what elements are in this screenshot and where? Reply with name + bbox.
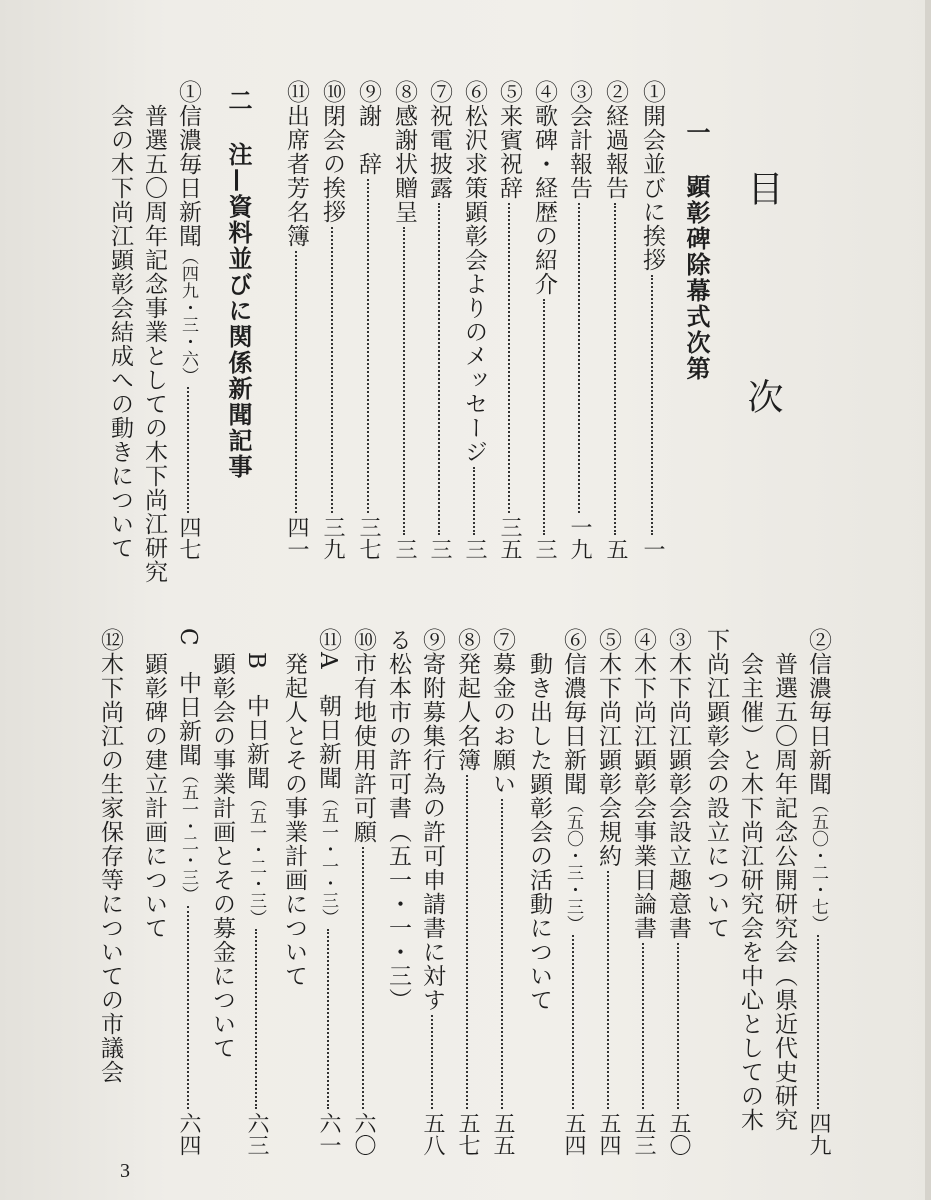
- section-heading-1: [684, 120, 708, 382]
- toc-item-label: ⑫木下尚江の生家保存等についての市議会: [97, 628, 123, 1084]
- leader-dots: [187, 387, 189, 513]
- leader-dots: [466, 775, 468, 1109]
- toc-row[interactable]: [176, 628, 200, 1156]
- toc-item-label: ①信濃毎日新聞（四九・三・六）: [175, 80, 201, 384]
- toc-page-number: 三: [462, 538, 487, 560]
- leader-dots: [642, 943, 644, 1109]
- leader-dots: [362, 847, 364, 1109]
- toc-page-number: 六一: [316, 1112, 341, 1156]
- toc-item-continuation: 会主催）と木下尚江研究会を中心としての木: [737, 652, 763, 1132]
- leader-dots: [578, 203, 580, 513]
- toc-item-label: ⑪出席者芳名簿: [283, 80, 309, 248]
- toc-row[interactable]: [320, 80, 344, 560]
- toc-row[interactable]: [284, 80, 308, 560]
- leader-dots: [677, 943, 679, 1109]
- page-title: 目 次: [742, 170, 783, 482]
- leader-dots: [331, 227, 333, 513]
- toc-page-number: 三: [427, 538, 452, 560]
- toc-item-continuation: 顕彰会の事業計画とその募金について: [209, 652, 235, 1060]
- toc-item-label: ⑤来賓祝辞: [496, 80, 522, 200]
- toc-page-number: 五八: [420, 1112, 445, 1156]
- toc-item-date: （五〇・二・七）: [808, 796, 828, 932]
- leader-dots: [817, 935, 819, 1109]
- section-number: 一: [682, 120, 710, 146]
- toc-item-label: B 中日新聞（五一・二・三）: [243, 652, 269, 926]
- toc-page-number: 五四: [561, 1112, 586, 1156]
- leader-dots: [614, 203, 616, 535]
- toc-row[interactable]: [532, 80, 556, 560]
- toc-item-label: ⑩市有地使用許可願: [350, 628, 376, 844]
- toc-item-continuation: 顕彰碑の建立計画について: [141, 652, 167, 940]
- toc-item-label: ⑦祝電披露: [426, 80, 452, 200]
- toc-row[interactable]: [356, 80, 380, 560]
- toc-row[interactable]: [490, 628, 514, 1156]
- section-heading-2: [226, 88, 250, 480]
- toc-item-date: （五一・二・三）: [246, 789, 266, 926]
- toc-item-continuation: 普選五〇周年記念公開研究会（県近代史研究: [771, 652, 797, 1132]
- toc-row[interactable]: [561, 628, 585, 1156]
- toc-item-label: ④歌碑・経歴の紹介: [531, 80, 557, 296]
- toc-item-label: ⑪A 朝日新聞（五一・一・三）: [315, 628, 341, 926]
- toc-row[interactable]: [666, 628, 690, 1156]
- toc-item-label: ④木下尚江顕彰会事業目論書: [630, 628, 656, 940]
- leader-dots: [403, 227, 405, 535]
- leader-dots: [607, 871, 609, 1109]
- toc-row[interactable]: [455, 628, 479, 1156]
- toc-page-number: 三: [392, 538, 417, 560]
- leader-dots: [572, 935, 574, 1109]
- toc-item-continuation: 下尚江顕彰会の設立について: [703, 628, 729, 940]
- toc-item-continuation: 発起人とその事業計画について: [281, 652, 307, 988]
- toc-item-continuation: 会の木下尚江顕彰会結成への動きについて: [107, 104, 133, 560]
- toc-page-number: 五七: [455, 1112, 480, 1156]
- toc-row-note-1[interactable]: [176, 80, 200, 560]
- toc-item-label: ②経過報告: [602, 80, 628, 200]
- leader-dots: [187, 906, 189, 1109]
- page-edge: [925, 0, 931, 1200]
- toc-page-number: 六三: [244, 1112, 269, 1156]
- toc-page-number: 一: [640, 538, 665, 560]
- page-number: 3: [120, 1160, 130, 1182]
- toc-page-number: 四七: [176, 516, 201, 560]
- toc-item-label: ①開会並びに挨拶: [639, 80, 665, 272]
- leader-dots: [255, 929, 257, 1109]
- toc-row[interactable]: [497, 80, 521, 560]
- section-title: 注—資料並びに関係新聞記事: [224, 142, 252, 480]
- leader-dots: [295, 251, 297, 513]
- toc-page-number: 四一: [284, 516, 309, 560]
- toc-page-number: 三: [532, 538, 557, 560]
- toc-page-number: 五四: [596, 1112, 621, 1156]
- leader-dots: [473, 467, 475, 535]
- toc-row[interactable]: [640, 80, 664, 560]
- toc-item-date: （五〇・三・三）: [563, 796, 583, 932]
- toc-page-number: 三七: [356, 516, 381, 560]
- toc-item-label: ⑩閉会の挨拶: [319, 80, 345, 224]
- toc-page-number: 六四: [176, 1112, 201, 1156]
- toc-row[interactable]: [596, 628, 620, 1156]
- toc-page-number: 五三: [631, 1112, 656, 1156]
- leader-dots: [327, 929, 329, 1109]
- section-number: 二: [224, 88, 252, 114]
- toc-row[interactable]: [603, 80, 627, 560]
- toc-row[interactable]: [316, 628, 340, 1156]
- toc-row[interactable]: [806, 628, 830, 1156]
- leader-dots: [501, 799, 503, 1109]
- section-title: 顕彰碑除幕式次第: [682, 174, 710, 382]
- toc-item-date: （五一・一・三）: [318, 789, 338, 926]
- toc-row[interactable]: [392, 80, 416, 560]
- toc-row[interactable]: [631, 628, 655, 1156]
- toc-row[interactable]: [427, 80, 451, 560]
- toc-item-label: ⑨謝 辞: [355, 80, 381, 176]
- toc-page-number: 一九: [567, 516, 592, 560]
- toc-page-number: 三九: [320, 516, 345, 560]
- toc-item-label: ⑥信濃毎日新聞（五〇・三・三）: [560, 628, 586, 932]
- toc-row[interactable]: [567, 80, 591, 560]
- leader-dots: [651, 275, 653, 535]
- toc-item-label: ⑤木下尚江顕彰会規約: [595, 628, 621, 868]
- toc-item-label: ⑧発起人名簿: [454, 628, 480, 772]
- toc-page-number: 三五: [497, 516, 522, 560]
- toc-row[interactable]: [244, 652, 268, 1156]
- toc-item-label: C 中日新聞（五一・二・三）: [175, 628, 201, 903]
- toc-item-label: ⑦募金のお願い: [489, 628, 515, 796]
- toc-item-label: ②信濃毎日新聞（五〇・二・七）: [805, 628, 831, 932]
- toc-row[interactable]: [98, 628, 122, 1156]
- toc-item-continuation: 動き出した顕彰会の活動について: [526, 652, 552, 1012]
- toc-item-label: ③会計報告: [566, 80, 592, 200]
- toc-row[interactable]: [420, 628, 444, 1156]
- leader-dots: [367, 179, 369, 513]
- toc-page-number: 五〇: [666, 1112, 691, 1156]
- toc-item-label: ⑥松沢求策顕彰会よりのメッセージ: [461, 80, 487, 464]
- leader-dots: [543, 299, 545, 535]
- toc-item-label: ③木下尚江顕彰会設立趣意書: [665, 628, 691, 940]
- leader-dots: [508, 203, 510, 513]
- toc-item-continuation: 普選五〇周年記念事業としての木下尚江研究: [141, 104, 167, 584]
- toc-page-number: 六〇: [351, 1112, 376, 1156]
- toc-item-continuation: る松本市の許可書（五一・一・三）: [385, 628, 411, 1012]
- leader-dots: [431, 1015, 433, 1109]
- toc-row[interactable]: [462, 80, 486, 560]
- leader-dots: [438, 203, 440, 535]
- toc-item-label: ⑨寄附募集行為の許可申請書に対す: [419, 628, 445, 1012]
- toc-item-label: ⑧感謝状贈呈: [391, 80, 417, 224]
- toc-page-number: 五五: [490, 1112, 515, 1156]
- toc-row[interactable]: [351, 628, 375, 1156]
- toc-page-number: 五: [603, 538, 628, 560]
- toc-page-number: 四九: [806, 1112, 831, 1156]
- toc-item-date: （五一・二・三）: [178, 766, 198, 903]
